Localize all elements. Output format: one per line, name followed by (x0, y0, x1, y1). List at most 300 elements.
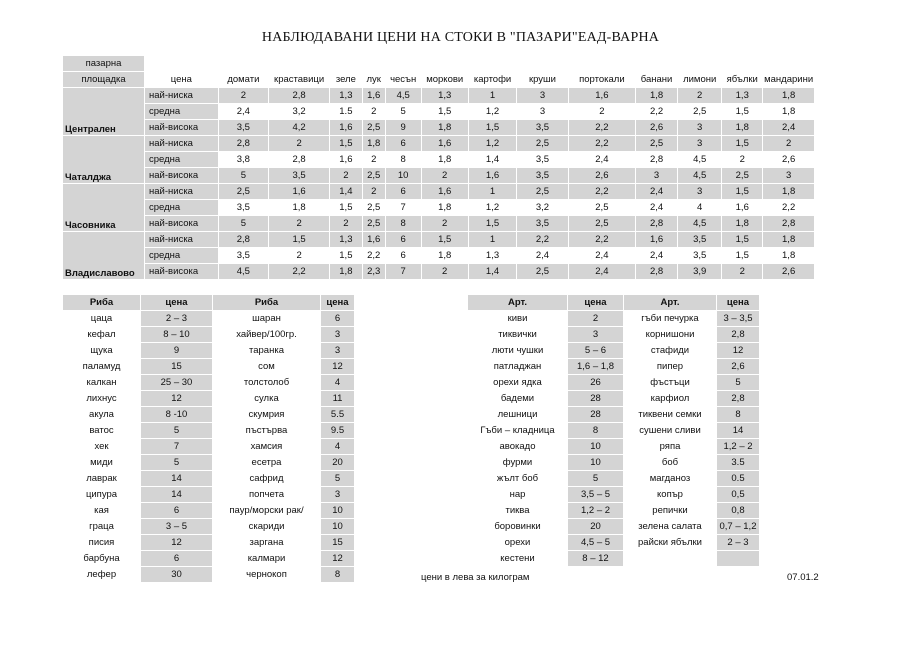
item-name: калмари (213, 551, 321, 567)
price-level-label: средна (145, 200, 219, 216)
price-cell: 3 (763, 168, 815, 184)
price-cell: 5 – 6 (568, 343, 624, 359)
price-cell: 0,5 (717, 487, 760, 503)
item-name: паламуд (63, 359, 141, 375)
price-cell: 3,5 (517, 216, 569, 232)
price-cell: 1,8 (421, 248, 468, 264)
table-row (468, 535, 760, 551)
price-cell: 10 (568, 455, 624, 471)
price-cell: 1,8 (763, 104, 815, 120)
price-level-label: средна (145, 104, 219, 120)
table-row (63, 423, 355, 439)
price-cell: 2 (722, 152, 763, 168)
price-cell: 1,6 (421, 184, 468, 200)
price-cell: 1,6 (362, 88, 385, 104)
price-cell: 2 – 3 (141, 311, 213, 327)
price-cell: 9 (141, 343, 213, 359)
column-header: мандарини (763, 72, 815, 88)
price-cell: 3,9 (678, 264, 722, 280)
table-row (468, 503, 760, 519)
table-row (63, 407, 355, 423)
price-cell: 1,4 (468, 264, 516, 280)
table-row (63, 200, 815, 216)
price-cell: 10 (321, 503, 355, 519)
item-name: есетра (213, 455, 321, 471)
price-cell: 2,2 (568, 184, 635, 200)
column-header: круши (517, 72, 569, 88)
item-name: лефер (63, 567, 141, 583)
price-cell: 3 (678, 136, 722, 152)
table-row (468, 551, 760, 567)
price-cell: 5 (717, 375, 760, 391)
item-name: кая (63, 503, 141, 519)
price-cell: 2,2 (568, 120, 635, 136)
table-row (63, 439, 355, 455)
price-cell: 2,5 (362, 120, 385, 136)
price-cell: 2,4 (517, 248, 569, 264)
price-cell: 2 (269, 216, 330, 232)
table-row (63, 471, 355, 487)
column-header: Риба (213, 295, 321, 311)
price-cell: 9.5 (321, 423, 355, 439)
price-cell: 8 (717, 407, 760, 423)
price-cell: 6 (141, 551, 213, 567)
price-cell: 3 (321, 343, 355, 359)
price-cell: 1,8 (722, 120, 763, 136)
column-header: зеле (330, 72, 363, 88)
price-cell: 2,4 (636, 184, 678, 200)
vegetable-price-table (62, 55, 815, 280)
table-row (63, 120, 815, 136)
price-cell: 12 (321, 551, 355, 567)
price-cell: 1 (468, 232, 516, 248)
item-name: кефал (63, 327, 141, 343)
table-row (468, 391, 760, 407)
price-cell: 7 (385, 264, 421, 280)
price-cell: 6 (321, 311, 355, 327)
item-name: копър (624, 487, 717, 503)
item-name: боб (624, 455, 717, 471)
price-cell: 28 (568, 407, 624, 423)
price-cell: 2,8 (636, 152, 678, 168)
corner-label-top: пазарна (63, 56, 145, 72)
price-cell: 3 (678, 120, 722, 136)
table-row (468, 423, 760, 439)
table-row (63, 375, 355, 391)
table-row (63, 152, 815, 168)
price-cell: 12 (141, 391, 213, 407)
price-cell: 1,2 – 2 (717, 439, 760, 455)
table-header-row (468, 295, 760, 311)
price-cell: 3 (517, 88, 569, 104)
table-row (468, 327, 760, 343)
price-cell: 1.5 (330, 104, 363, 120)
item-name: карфиол (624, 391, 717, 407)
price-cell: 1,6 (636, 232, 678, 248)
price-cell: 5.5 (321, 407, 355, 423)
price-cell: 12 (321, 359, 355, 375)
item-name (624, 551, 717, 567)
price-cell: 1,6 (421, 136, 468, 152)
item-name: калкан (63, 375, 141, 391)
table-row (468, 487, 760, 503)
price-cell: 2,5 (362, 200, 385, 216)
price-cell: 1,5 (421, 232, 468, 248)
table-row (63, 104, 815, 120)
price-cell: 3 – 5 (141, 519, 213, 535)
price-cell: 2 (421, 264, 468, 280)
item-name: хек (63, 439, 141, 455)
price-cell: 4,5 (678, 168, 722, 184)
table-row (63, 248, 815, 264)
price-cell: 2,2 (517, 232, 569, 248)
market-name: Централен (63, 88, 145, 136)
price-cell: 1,3 (421, 88, 468, 104)
price-level-label: най-висока (145, 264, 219, 280)
column-header: Риба (63, 295, 141, 311)
item-name: заргана (213, 535, 321, 551)
price-cell: 3,5 (517, 168, 569, 184)
price-cell: 2,6 (763, 152, 815, 168)
price-cell: 8 (568, 423, 624, 439)
price-cell: 5 (141, 455, 213, 471)
item-name: шаран (213, 311, 321, 327)
price-cell: 2,8 (717, 327, 760, 343)
item-name: скумрия (213, 407, 321, 423)
item-name: авокадо (468, 439, 568, 455)
price-cell (717, 551, 760, 567)
price-cell: 2,5 (568, 200, 635, 216)
column-header: картофи (468, 72, 516, 88)
price-cell: 2,2 (568, 232, 635, 248)
price-cell: 2,8 (717, 391, 760, 407)
price-cell: 1,5 (330, 136, 363, 152)
item-name: щука (63, 343, 141, 359)
table-row (468, 471, 760, 487)
item-name: фъстъци (624, 375, 717, 391)
table-row (63, 88, 815, 104)
price-cell: 0,7 – 1,2 (717, 519, 760, 535)
price-cell: 2,8 (763, 216, 815, 232)
price-level-label: най-ниска (145, 136, 219, 152)
price-cell: 4,2 (269, 120, 330, 136)
price-cell: 1,5 (722, 136, 763, 152)
price-cell: 3 (321, 487, 355, 503)
price-cell: 7 (141, 439, 213, 455)
item-name: киви (468, 311, 568, 327)
price-cell: 2,5 (362, 216, 385, 232)
table-row (63, 311, 355, 327)
price-cell: 3,2 (269, 104, 330, 120)
price-cell: 3,5 (218, 248, 268, 264)
item-name: нар (468, 487, 568, 503)
price-cell: 5 (141, 423, 213, 439)
item-name: ватос (63, 423, 141, 439)
item-name: Гъби – кладница (468, 423, 568, 439)
column-header: лук (362, 72, 385, 88)
price-level-label: средна (145, 248, 219, 264)
price-cell: 2,6 (763, 264, 815, 280)
price-cell: 4,5 (678, 152, 722, 168)
table-row (63, 487, 355, 503)
price-cell: 12 (717, 343, 760, 359)
price-cell: 1,6 (330, 152, 363, 168)
column-header: цена (568, 295, 624, 311)
price-cell: 0.5 (717, 471, 760, 487)
price-cell: 5 (218, 216, 268, 232)
price-cell: 2 (362, 184, 385, 200)
item-name: корнишони (624, 327, 717, 343)
item-name: бадеми (468, 391, 568, 407)
column-header: банани (636, 72, 678, 88)
price-cell: 3,5 (517, 120, 569, 136)
table-row (63, 216, 815, 232)
price-cell: 1,5 (330, 248, 363, 264)
price-cell: 7 (385, 200, 421, 216)
price-cell: 2 (722, 264, 763, 280)
price-cell: 2,4 (763, 120, 815, 136)
price-cell: 6 (385, 248, 421, 264)
price-cell: 12 (141, 535, 213, 551)
price-cell: 2,2 (362, 248, 385, 264)
market-name: Часовника (63, 184, 145, 232)
price-cell: 2,5 (362, 168, 385, 184)
item-name: пипер (624, 359, 717, 375)
price-cell: 5 (321, 471, 355, 487)
price-cell: 2,8 (269, 88, 330, 104)
item-name: жълт боб (468, 471, 568, 487)
price-cell: 1,5 (330, 200, 363, 216)
price-cell: 2,5 (517, 184, 569, 200)
price-cell: 3,5 (218, 200, 268, 216)
price-cell: 2,4 (568, 248, 635, 264)
price-cell: 2,5 (722, 168, 763, 184)
price-cell: 1,8 (421, 152, 468, 168)
price-cell: 2,4 (568, 152, 635, 168)
price-cell: 2,8 (218, 136, 268, 152)
price-level-label: най-ниска (145, 232, 219, 248)
other-goods-price-table (467, 294, 760, 567)
price-cell: 2,8 (218, 232, 268, 248)
price-cell: 4 (678, 200, 722, 216)
price-cell: 2,2 (269, 264, 330, 280)
price-cell: 3,2 (517, 200, 569, 216)
price-cell: 2 (218, 88, 268, 104)
item-name: писия (63, 535, 141, 551)
item-name: толстолоб (213, 375, 321, 391)
price-cell: 0,8 (717, 503, 760, 519)
price-cell: 14 (141, 471, 213, 487)
price-cell: 3 – 3,5 (717, 311, 760, 327)
price-cell: 15 (141, 359, 213, 375)
price-cell: 1,6 (269, 184, 330, 200)
table-row (63, 232, 815, 248)
price-cell: 1,5 (468, 216, 516, 232)
price-cell: 15 (321, 535, 355, 551)
column-header: цена (321, 295, 355, 311)
item-name: репички (624, 503, 717, 519)
column-header: чесън (385, 72, 421, 88)
price-cell: 26 (568, 375, 624, 391)
table-row (468, 407, 760, 423)
price-cell: 3 (636, 168, 678, 184)
column-header: Арт. (624, 295, 717, 311)
price-cell: 1,5 (722, 184, 763, 200)
table-row (63, 519, 355, 535)
item-name: граца (63, 519, 141, 535)
price-cell: 2,5 (517, 136, 569, 152)
price-cell: 1,3 (468, 248, 516, 264)
price-cell: 2 (763, 136, 815, 152)
price-cell: 2 (362, 152, 385, 168)
item-name: орехи (468, 535, 568, 551)
table-row (468, 359, 760, 375)
price-level-label: най-висока (145, 168, 219, 184)
price-cell: 3,5 (269, 168, 330, 184)
price-cell: 9 (385, 120, 421, 136)
market-name: Чаталджа (63, 136, 145, 184)
table-header-row (63, 56, 815, 72)
price-cell: 1,5 (421, 104, 468, 120)
column-header: цена (141, 295, 213, 311)
price-cell: 4,5 (385, 88, 421, 104)
price-cell: 1,8 (763, 232, 815, 248)
price-level-label: средна (145, 152, 219, 168)
price-cell: 4,5 – 5 (568, 535, 624, 551)
price-cell: 2,2 (636, 104, 678, 120)
item-name: паур/морски рак/ (213, 503, 321, 519)
price-level-label: най-висока (145, 216, 219, 232)
price-cell: 3,5 (678, 248, 722, 264)
table-row (63, 551, 355, 567)
price-cell: 2 (421, 216, 468, 232)
item-name: гъби печурка (624, 311, 717, 327)
table-row (63, 503, 355, 519)
table-row (468, 519, 760, 535)
item-name: сафрид (213, 471, 321, 487)
price-cell: 1,3 (330, 232, 363, 248)
price-cell: 20 (321, 455, 355, 471)
price-cell: 28 (568, 391, 624, 407)
price-cell: 20 (568, 519, 624, 535)
price-cell: 1,8 (722, 216, 763, 232)
table-row (468, 311, 760, 327)
table-row (63, 184, 815, 200)
price-cell: 8 – 12 (568, 551, 624, 567)
price-cell: 4,5 (678, 216, 722, 232)
table-row (63, 343, 355, 359)
price-cell: 2 (269, 136, 330, 152)
price-cell: 2 (678, 88, 722, 104)
item-name: стафиди (624, 343, 717, 359)
price-cell: 5 (218, 168, 268, 184)
item-name: сулка (213, 391, 321, 407)
price-cell: 1,6 (722, 200, 763, 216)
price-cell: 2,6 (717, 359, 760, 375)
column-header: портокали (568, 72, 635, 88)
item-name: сом (213, 359, 321, 375)
column-header: Арт. (468, 295, 568, 311)
price-cell: 4,5 (218, 264, 268, 280)
item-name: ципура (63, 487, 141, 503)
price-cell: 3 (568, 327, 624, 343)
table-row (63, 535, 355, 551)
price-cell: 3.5 (717, 455, 760, 471)
price-cell: 1,8 (269, 200, 330, 216)
price-cell: 2,4 (218, 104, 268, 120)
table-row (63, 136, 815, 152)
price-cell: 30 (141, 567, 213, 583)
item-name: цаца (63, 311, 141, 327)
item-name: хайвер/100гр. (213, 327, 321, 343)
price-cell: 2,2 (763, 200, 815, 216)
item-name: райски ябълки (624, 535, 717, 551)
price-cell: 14 (141, 487, 213, 503)
price-cell: 6 (141, 503, 213, 519)
price-cell: 1,5 (722, 232, 763, 248)
price-cell: 10 (385, 168, 421, 184)
price-cell: 1,2 (468, 136, 516, 152)
price-cell: 1,6 (330, 120, 363, 136)
price-cell: 1,8 (763, 88, 815, 104)
table-header-row (63, 72, 815, 88)
column-header: моркови (421, 72, 468, 88)
price-cell: 2 (568, 311, 624, 327)
price-cell: 1,8 (421, 120, 468, 136)
price-cell: 1,2 (468, 104, 516, 120)
table-row (63, 455, 355, 471)
price-cell: 2,8 (636, 216, 678, 232)
item-name: патладжан (468, 359, 568, 375)
price-cell: 8 (321, 567, 355, 583)
market-name: Владиславово (63, 232, 145, 280)
table-row (63, 327, 355, 343)
price-cell: 2,8 (636, 264, 678, 280)
price-cell: 2 (330, 216, 363, 232)
price-cell: 3 (321, 327, 355, 343)
item-name: пъстърва (213, 423, 321, 439)
item-name: тиквени семки (624, 407, 717, 423)
item-name: сушени сливи (624, 423, 717, 439)
price-cell: 3,8 (218, 152, 268, 168)
price-cell: 2 (269, 248, 330, 264)
item-name: ряпа (624, 439, 717, 455)
table-row (63, 168, 815, 184)
price-cell: 1,8 (330, 264, 363, 280)
corner-label-bottom: площадка (63, 72, 145, 88)
price-cell: 4 (321, 375, 355, 391)
fish-price-table (62, 294, 355, 583)
table-row (63, 264, 815, 280)
item-name: тиква (468, 503, 568, 519)
price-cell: 1,8 (763, 184, 815, 200)
price-cell: 2,5 (218, 184, 268, 200)
item-name: тиквички (468, 327, 568, 343)
price-cell: 2 (330, 168, 363, 184)
item-name: фурми (468, 455, 568, 471)
price-cell: 1,6 – 1,8 (568, 359, 624, 375)
price-cell: 3,5 (218, 120, 268, 136)
price-cell: 8 (385, 216, 421, 232)
item-name: лаврак (63, 471, 141, 487)
table-row (468, 375, 760, 391)
price-cell: 1 (468, 184, 516, 200)
price-cell: 3,5 (517, 152, 569, 168)
table-row (63, 567, 355, 583)
price-cell: 1,5 (468, 120, 516, 136)
price-cell: 2,2 (568, 136, 635, 152)
price-cell: 2 (362, 104, 385, 120)
